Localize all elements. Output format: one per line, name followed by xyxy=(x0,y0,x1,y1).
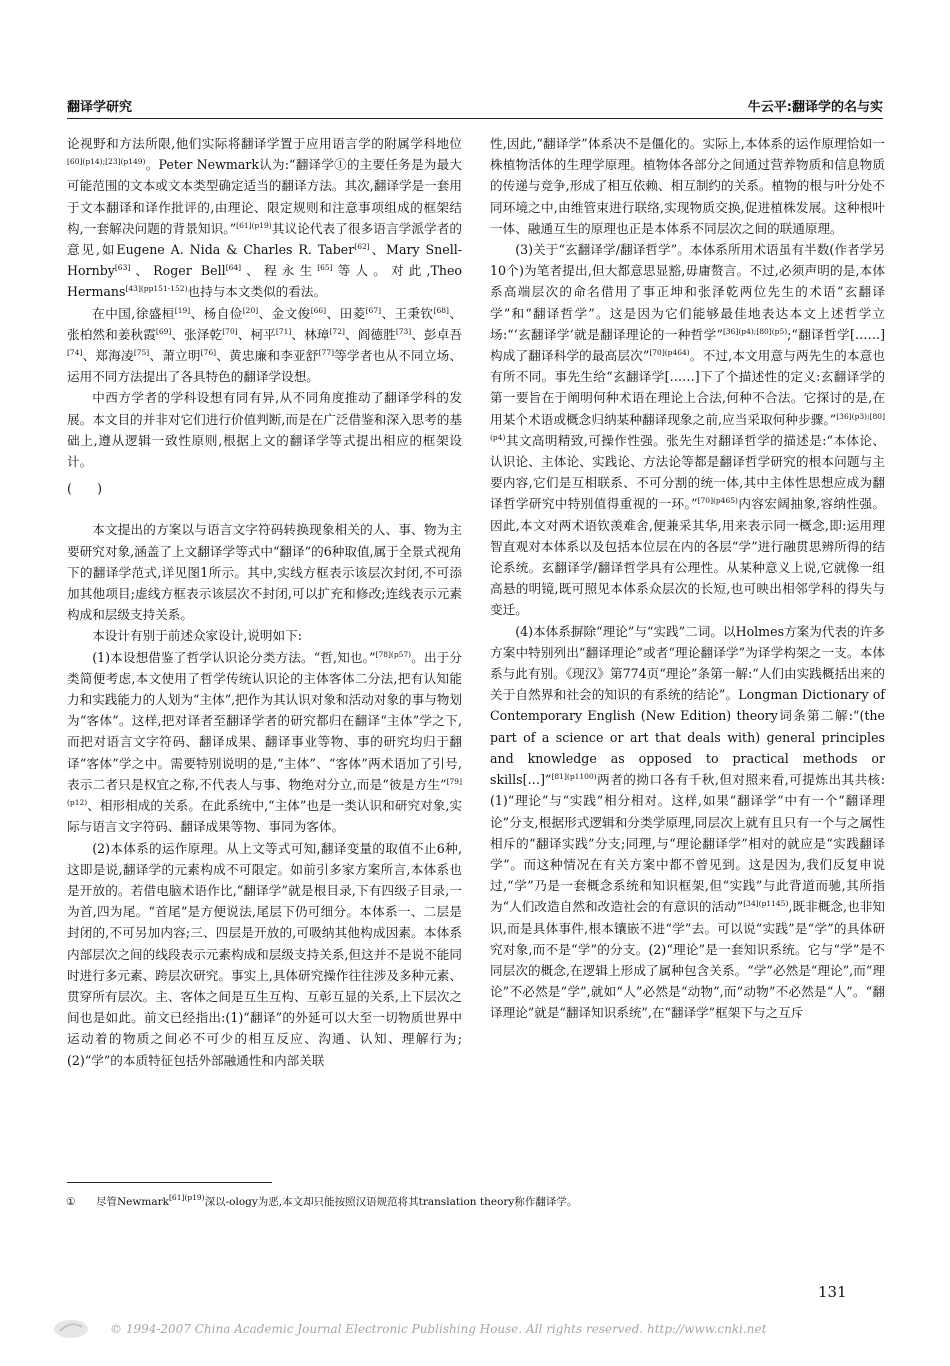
running-header xyxy=(67,92,883,119)
paragraph-text: 两者的拗口各有千秋,但对照来看,可提炼出其共核:(1)“理论”与“实践”相分相对。这样,如果“翻译学”中有一个“翻译理论”分支,根据形式逻辑和分类学原理,同层次上就有且只有一个与之属性相斥的“翻译实践”分支;同理,与“理论翻译学”相对的就应是“实践翻译学”。而这种情况在有关方案中都不曾见到。这是因为,我们反复申说过,“学”乃是一套概念系统和知识框架,但“实践”与此背道而驰,其所指为“人们改造自然和改造社会的有意识的活动” xyxy=(490,772,885,915)
left-column xyxy=(67,133,462,1071)
paragraph-text: (1)本设想借鉴了哲学认识论分类方法。“哲,知也。” xyxy=(92,649,376,665)
paragraph-text: 、彭卓吾 xyxy=(411,326,463,342)
citation-ref: [43](pp151-152) xyxy=(125,284,188,294)
citation-ref: [67] xyxy=(365,305,382,315)
right-paragraph xyxy=(490,239,885,621)
cnki-logo-icon xyxy=(52,1318,90,1340)
citation-ref: [68] xyxy=(433,305,449,315)
paragraph-text: 、相形相成的关系。在此系统中,“主体”也是一类认识和研究对象,实际与语言文字符码、翻译成果等物、事同为客体。 xyxy=(67,798,462,835)
paragraph-text: 、萧立明 xyxy=(149,348,201,364)
citation-ref: [62] xyxy=(354,242,370,252)
paragraph-text: 等人。对此,Theo Hermans xyxy=(67,263,462,300)
citation-ref: [60](p14);[23](p149) xyxy=(67,157,146,167)
citation-ref: [72] xyxy=(329,326,345,336)
journal-section-title: 翻译学研究 xyxy=(67,100,133,115)
section-heading: ( ) xyxy=(67,481,103,497)
citation-ref: [36](p4);[80](p5) xyxy=(722,326,788,336)
paragraph-text: 等学者也从不同立场、运用不同方法提出了各具特色的翻译学设想。 xyxy=(67,348,463,385)
citation-ref: [70](p464) xyxy=(649,348,690,358)
citation-ref: [77] xyxy=(318,348,335,358)
citation-ref: [70] xyxy=(222,326,238,336)
paragraph-text: 本设计有别于前述众家设计,说明如下: xyxy=(92,628,302,644)
citation-ref: [65] xyxy=(317,263,333,273)
paragraph-text: 也持与本文类似的看法。 xyxy=(187,284,327,300)
paragraph-text: 中西方学者的学科设想有同有异,从不同角度推动了翻译学科的发展。本文目的并非对它们进行价值判断,而是在广泛借鉴和深入思考的基础上,遵从逻辑一致性原则,根据上文的翻译学等式提出相应的框架设计。 xyxy=(67,390,462,470)
left-paragraph xyxy=(67,625,462,646)
paragraph-text: 、金文俊 xyxy=(258,305,311,321)
citation-ref: [73] xyxy=(395,326,412,336)
paragraph-text: (3)关于“玄翻译学/翻译哲学”。本体系所用术语虽有半数(作者学另10个)为笔者提出,但大都意思显豁,毋庸赘言。不过,必须声明的是,本体系高端层次的命名借用了事正坤和张泽乾两位先生的术语“玄翻译学”和“翻译哲学”。这是因为它们能够最佳地表达本文上述哲学立场:“‘玄翻译学’就是翻译理论的一种哲学” xyxy=(490,242,885,342)
footnote-citation: [61](p19) xyxy=(169,1193,205,1202)
footnote xyxy=(66,1193,856,1210)
footnote-mark: ① xyxy=(66,1196,76,1208)
citation-ref: [63] xyxy=(114,263,131,273)
citation-ref: [70](p465) xyxy=(697,496,738,506)
left-paragraph xyxy=(67,647,462,838)
citation-ref: [69] xyxy=(155,326,172,336)
paragraph-text: 性,因此,“翻译学”体系决不是僵化的。实际上,本体系的运作原理恰如一株植物活体的生理学原理。植物体各部分之间通过营养物质和信息物质的传递与竞争,形成了相互依赖、相互制约的关系。植物的根与叶分处不同环境之中,由维管束进行联络,实现物质交换,促进植株发展。这种根叶一体、融通互生的原理也正是本体系不同层次之间的联通原理。 xyxy=(490,136,885,236)
article-running-title: 牛云平:翻译学的名与实 xyxy=(747,100,883,115)
citation-ref: [36](p3);[80](p4) xyxy=(490,411,885,442)
citation-ref: [19] xyxy=(174,305,191,315)
paragraph-text: 、田菱 xyxy=(326,305,366,321)
paragraph-text: 内容宏阔抽象,容纳性强。因此,本文对两术语钦羡难舍,便兼采其华,用来表示同一概念,即:运用理智直观对本体系以及包括本位层在内的各层“学”进行融贯思辨所得的结论系统。玄翻译学/翻译哲学具有公理性。从某种意义上说,它就像一组高悬的明镜,既可照见本体系众层次的长短,也可映出相邻学科的得失与变迁。 xyxy=(490,496,885,618)
paragraph-text: 、张柏然和姜秋霞 xyxy=(67,305,463,342)
page-number: 131 xyxy=(818,1283,847,1301)
paragraph-text: 。出于分类简便考虑,本文使用了哲学传统认识论的主体客体二分法,把有认知能力和实践能力的人划为“主体”,把作为其认识对象和活动对象的事与物划为“客体”。这样,把对译者至翻译学者的研究都归在翻译“主体”学之下,而把对语言文字符码、翻译成果、翻译事业等物、事的研究均归于翻译“客体”学之中。需要特别说明的是,“主体”、“客体”两术语加了引号,表示二者只是权宜之称,不代表人与事、物绝对分立,而是“彼是方生” xyxy=(67,649,463,792)
paragraph-text: 、Roger Bell xyxy=(130,263,226,279)
citation-ref: [64] xyxy=(225,263,242,273)
citation-ref: [61](p19) xyxy=(236,220,272,230)
paragraph-text: (2)本体系的运作原理。从上文等式可知,翻译变量的取值不止6种,这即是说,翻译学的元素构成不可限定。如前引多家方案所言,本体系也是开放的。若借电脑术语作比,“翻译学”就是根目录,下有四级子目录,一为首,四为尾。“首尾”是方便说法,尾层下仍可细分。本体系一、二层是封闭的,不可另加内容;三、四层是开放的,可吸纳其他构成因素。本体系内部层次之间的线段表示元素构成和层级支持关系,但这并不是说不能同时进行多元素、跨层次研究。事实上,具体研究操作往往涉及多种元素、贯穿所有层次。主、客体之间是互生互构、互彰互显的关系,上下层次之间也是如此。前文已经指出:(1)“翻译”的外延可以大至一切物质世界中运动着的物质之间必不可少的相互反应、沟通、认知、理解行为;(2)“学”的本质特征包括外部融通性和内部关联 xyxy=(67,840,462,1068)
left-paragraph xyxy=(67,303,462,388)
paragraph-text: 、Mary Snell-Hornby xyxy=(67,242,463,279)
paragraph-text: ,既非概念,也非知识,而是具体事件,根本镶嵌不进“学”去。可以说“实践”是“学”的具体研究对象,而不是“学”的分支。(2)“理论”是一套知识系统。它与“学”是不同层次的概念,在逻辑上形成了属种包含关系。“学”必然是“理论”,而“理论”不必然是“学”,就如“人”必然是“动物”,而“动物”不必然是“人”。“翻译理论”就是“翻译知识系统”,在“翻译学”框架下与之互斥 xyxy=(490,899,885,1021)
citation-ref: [79](p12) xyxy=(67,776,462,808)
paragraph-text: 、杨自俭 xyxy=(190,305,243,321)
citation-ref: [71] xyxy=(275,326,292,336)
paragraph-text: 、黄忠廉和李亚舒 xyxy=(216,348,319,364)
citation-ref: [34](p1145) xyxy=(743,899,789,909)
paragraph-text: ;“翻译哲学[……]构成了翻译科学的最高层次” xyxy=(490,326,885,364)
paragraph-text: 论视野和方法所限,他们实际将翻译学置于应用语言学的附属学科地位 xyxy=(67,136,462,151)
paragraph-text: 、阎德胜 xyxy=(344,326,396,342)
paragraph-text: 其议论代表了很多语言学派学者的意见,如Eugene A. Nida & Charles R. Taber xyxy=(67,220,462,258)
paragraph-text: 其文高明精致,可操作性强。张先生对翻译哲学的描述是:“本体论、认识论、主体论、实践论、方法论等都是翻译哲学研究的根本问题与主要内容,它们是互相联系、不可分割的统一体,其中主体性思想应成为翻译哲学研究中特别值得重视的一环。” xyxy=(490,432,885,512)
citation-ref: [75] xyxy=(133,348,150,358)
paragraph-text: 、王秉钦 xyxy=(381,305,434,321)
paragraph-text: 、张泽乾 xyxy=(171,326,223,342)
paragraph-text: 、林璋 xyxy=(291,326,330,342)
citation-ref: [81](p1100) xyxy=(551,772,597,782)
paragraph-text: 、郑海凌 xyxy=(82,348,134,364)
paragraph-text: 本文提出的方案以与语言文字符码转换现象相关的人、事、物为主要研究对象,涵盖了上文翻译学等式中“翻译”的6种取值,属于全景式视角下的翻译学范式,详见图1所示。其中,实线方框表示该层次封闭,不可添加其他项目;虚线方框表示该层次不封闭,可以扩充和修改;连线表示元素构成和层级支持关系。 xyxy=(67,522,462,623)
paragraph-text: 、程永生 xyxy=(241,263,318,279)
left-paragraph xyxy=(67,133,462,303)
paragraph-text: (4)本体系摒除“理论”与“实践”二词。以Holmes方案为代表的许多方案中特别列出“翻译理论”或者“理论翻译学”为译学构架之一支。本体系与此有别。《现汉》第774页“理论”条第一解:“人们由实践概括出来的关于自然界和社会的知识的有系统的结论”。Longman Dictionary of Contemporary English (New Edition) theory词条第二解:“(the part of a science or art that deals with) general principles and knowledge as opposed to practical methods or skills[…]” xyxy=(490,623,885,788)
left-paragraph xyxy=(67,838,462,1071)
left-paragraph xyxy=(67,387,462,472)
citation-ref: [66] xyxy=(310,305,327,315)
footnote-rule xyxy=(67,1182,272,1183)
left-paragraph xyxy=(67,519,462,625)
paragraph-text: 。Peter Newmark认为:“翻译学①的主要任务是为最大可能范围的文本或文本类型确定适当的翻译方法。其次,翻译学是一套用于文本翻译和译作批评的,由理论、限定规则和注意事项组成的框架结构,一套解决问题的背景知识。” xyxy=(67,157,462,236)
citation-ref: [76] xyxy=(200,348,217,358)
paragraph-text: 。不过,本文用意与两先生的本意也有所不同。事先生给“玄翻译学[……]下了个描述性的定义:玄翻译学的第一要旨在于阐明何种术语在理论上合法,何种不合法。它探讨的是,在用某个术语或概念归纳某种翻译现象之前,应当采取何种步骤。” xyxy=(490,348,885,427)
copyright-notice: © 1994-2007 China Academic Journal Electronic Publishing House. All rights reserved. http://www.cnki.net xyxy=(110,1322,767,1336)
citation-ref: [78](p57) xyxy=(375,649,412,659)
right-column xyxy=(490,133,885,1024)
paragraph-text: 、柯平 xyxy=(237,326,276,342)
right-paragraph xyxy=(490,133,885,239)
footnote-text-a: 尽管Newmark xyxy=(96,1196,169,1208)
citation-ref: [74] xyxy=(67,348,83,358)
footnote-text-b: 深以-ology为恶,本文却只能按照汉语规范将其translation theory称作翻译学。 xyxy=(204,1196,578,1208)
paragraph-text: 在中国,徐盛桓 xyxy=(92,305,175,321)
right-paragraph xyxy=(490,621,885,1024)
citation-ref: [20] xyxy=(242,305,259,315)
